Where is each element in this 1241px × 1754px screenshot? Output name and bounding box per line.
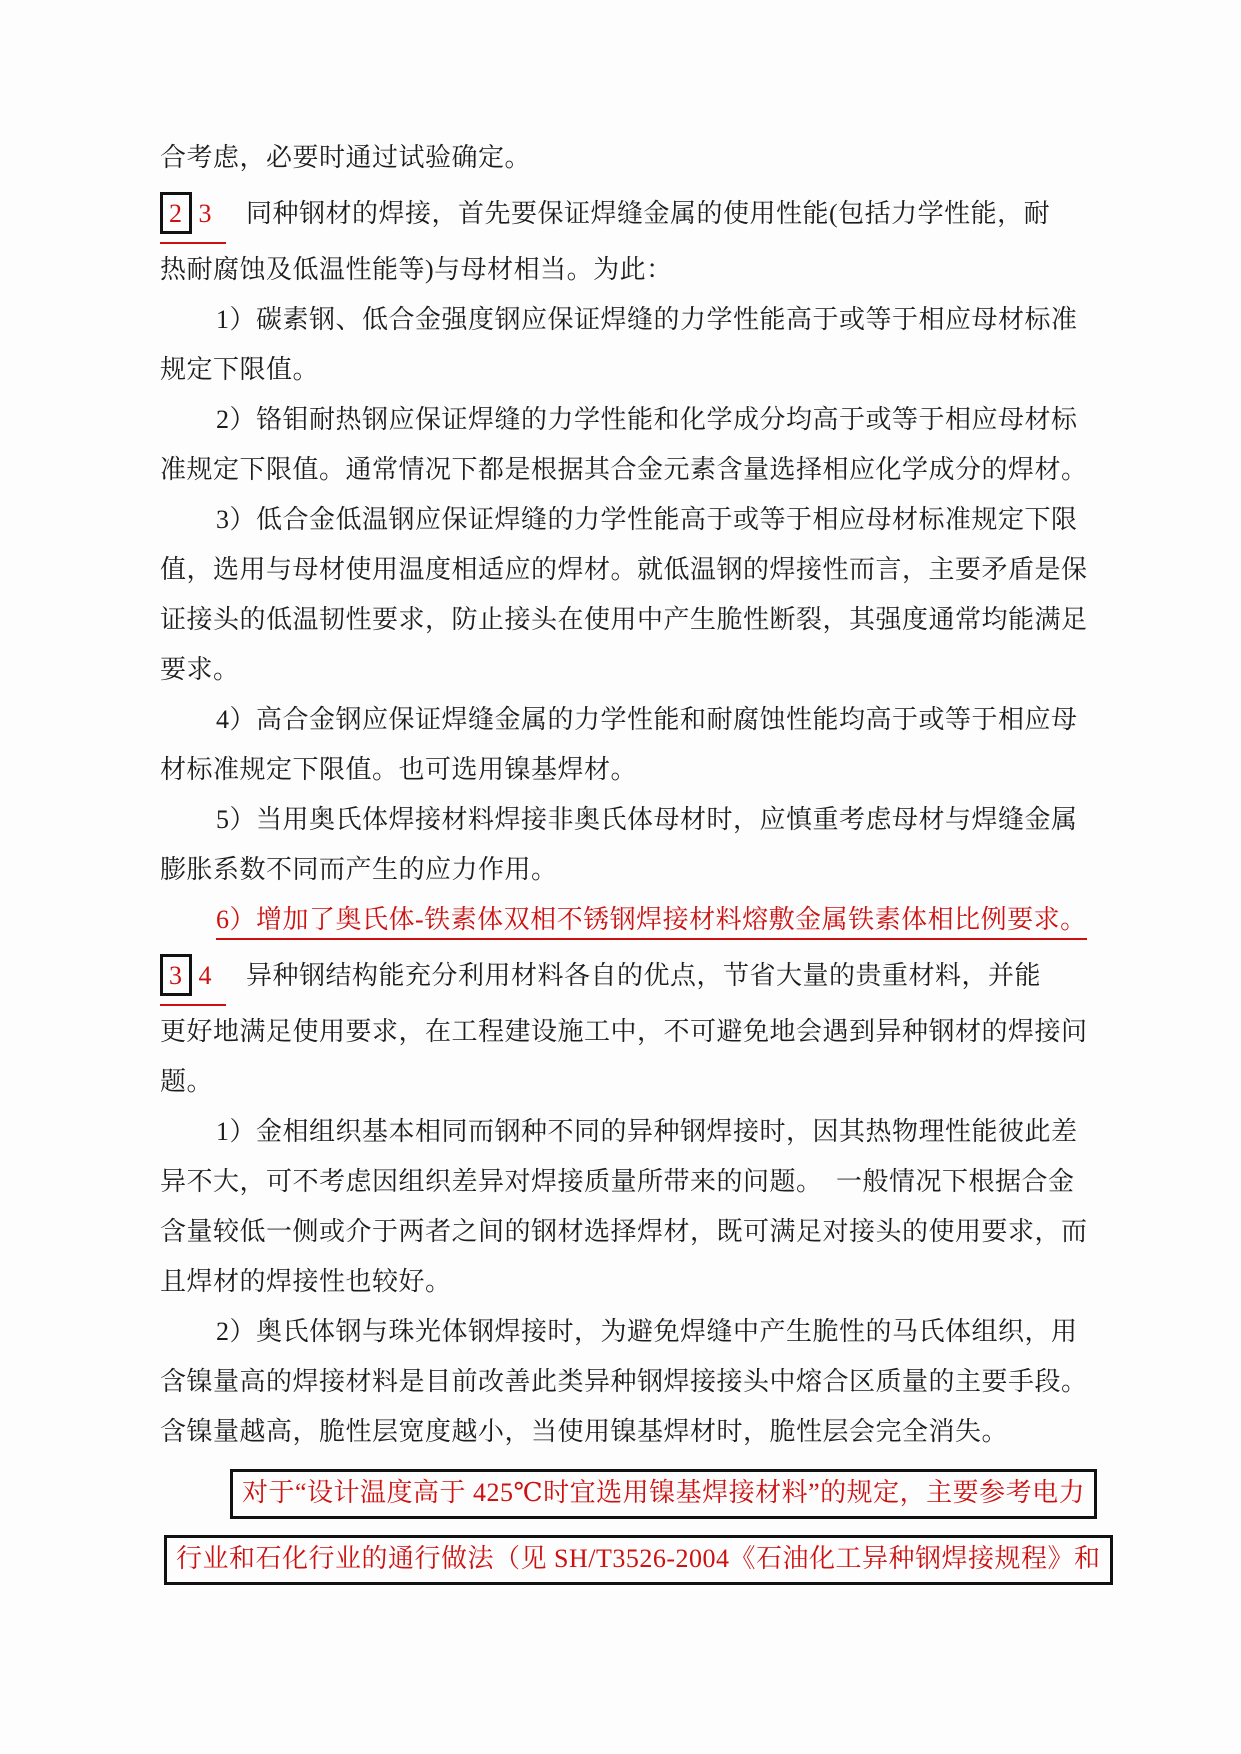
document-body <box>160 133 1101 1601</box>
text-line: 合考虑，必要时通过试验确定。 <box>160 143 532 172</box>
text-line: 准规定下限值。通常情况下都是根据其合金元素含量选择相应化学成分的焊材。 <box>160 455 1088 484</box>
text-line: 值，选用与母材使用温度相适应的焊材。就低温钢的焊接性而言，主要矛盾是保 <box>160 555 1088 584</box>
text-line: 含量较低一侧或介于两者之间的钢材选择焊材，既可满足对接头的使用要求，而 <box>160 1217 1088 1246</box>
boxed-note-text: 行业和石化行业的通行做法（见 SH/T3526-2004《石油化工异种钢焊接规程》和 <box>164 1535 1113 1585</box>
boxed-note-row <box>160 1535 1101 1585</box>
text-line: 异不大，可不考虑因组织差异对焊接质量所带来的问题。 一般情况下根据合金 <box>160 1167 1075 1196</box>
text-line: 同种钢材的焊接，首先要保证焊缝金属的使用性能(包括力学性能，耐 <box>246 199 1051 228</box>
boxed-note-row <box>160 1469 1085 1519</box>
revision-boxed-digit: 2 <box>160 192 192 234</box>
section-3-4-paragraph <box>160 951 1085 1001</box>
text-line: 3）低合金低温钢应保证焊缝的力学性能高于或等于相应母材标准规定下限 <box>216 505 1078 534</box>
text-line: 1）金相组织基本相同而钢种不同的异种钢焊接时，因其热物理性能彼此差 <box>216 1117 1078 1146</box>
text-line: 且焊材的焊接性也较好。 <box>160 1267 452 1296</box>
text-line: 2）铬钼耐热钢应保证焊缝的力学性能和化学成分均高于或等于相应母材标 <box>216 405 1078 434</box>
section-2-3-paragraph <box>160 189 1085 239</box>
text-line: 热耐腐蚀及低温性能等)与母材相当。为此： <box>160 255 673 284</box>
revision-inserted-digit: 4 <box>198 961 212 990</box>
text-line: 2）奥氏体钢与珠光体钢焊接时，为避免焊缝中产生脆性的马氏体组织，用 <box>216 1317 1078 1346</box>
text-line: 证接头的低温韧性要求，防止接头在使用中产生脆性断裂，其强度通常均能满足 <box>160 605 1088 634</box>
text-line: 含镍量高的焊接材料是目前改善此类异种钢焊接接头中熔合区质量的主要手段。 <box>160 1367 1088 1396</box>
text-line: 5）当用奥氏体焊接材料焊接非奥氏体母材时，应慎重考虑母材与焊缝金属 <box>216 805 1078 834</box>
text-line: 规定下限值。 <box>160 355 320 384</box>
text-line: 4）高合金钢应保证焊缝金属的力学性能和耐腐蚀性能均高于或等于相应母 <box>216 705 1078 734</box>
section-number-marker <box>160 951 226 1006</box>
revision-inserted-digit: 3 <box>198 199 212 228</box>
text-line: 异种钢结构能充分利用材料各自的优点，节省大量的贵重材料，并能 <box>246 961 1042 990</box>
text-line: 更好地满足使用要求，在工程建设施工中，不可避免地会遇到异种钢材的焊接问 <box>160 1017 1088 1046</box>
revision-inserted-text: 6）增加了奥氏体-铁素体双相不锈钢焊接材料熔敷金属铁素体相比例要求。 <box>216 905 1087 940</box>
text-line: 含镍量越高，脆性层宽度越小，当使用镍基焊材时，脆性层会完全消失。 <box>160 1417 1009 1446</box>
text-line: 要求。 <box>160 655 240 684</box>
revision-boxed-digit: 3 <box>160 954 192 996</box>
text-line: 1）碳素钢、低合金强度钢应保证焊缝的力学性能高于或等于相应母材标准 <box>216 305 1078 334</box>
text-line: 题。 <box>160 1067 214 1096</box>
section-number-marker <box>160 189 226 244</box>
boxed-note-text: 对于“设计温度高于 425℃时宜选用镍基焊接材料”的规定，主要参考电力 <box>230 1469 1097 1519</box>
revision-inserted-line <box>160 895 1085 945</box>
text-line: 材标准规定下限值。也可选用镍基焊材。 <box>160 755 638 784</box>
text-line: 膨胀系数不同而产生的应力作用。 <box>160 855 558 884</box>
